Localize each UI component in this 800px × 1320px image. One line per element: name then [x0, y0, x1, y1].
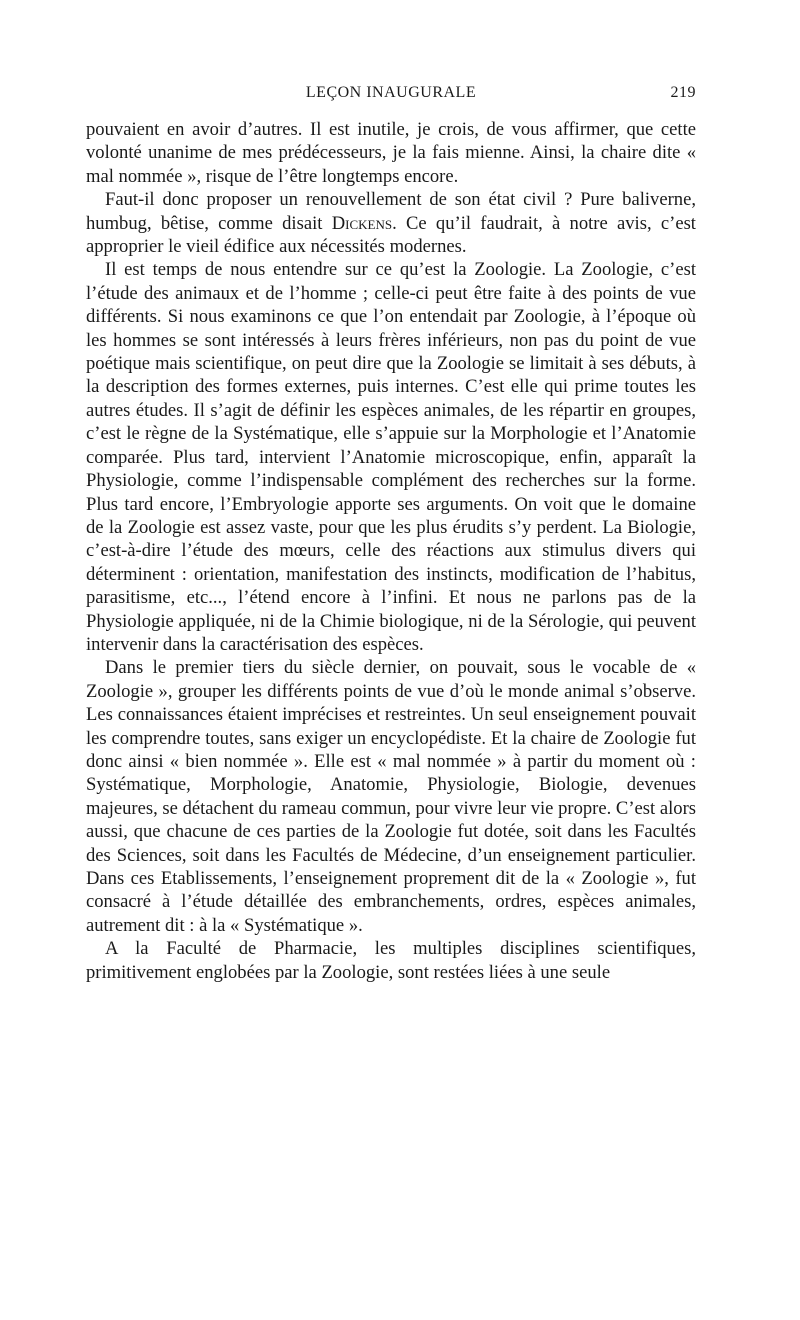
text-segment: Il est temps de nous entendre sur ce qu’est la Zoologie. La Zoologie, c’est l’étude des animaux et de l’homme ; celle-ci peut être faite à des points de vue différents. Si nous examinons ce que l’on entendait par Zoologie, à l’époque où les hommes se sont intéressés à leurs frères inférieurs, non pas du point de vue poétique mais scientifique, on peut dire que la Zoologie se limitait à ses débuts, à la description des formes externes, puis internes. C’est elle qui prime toutes les autres études. Il s’agit de définir les espèces animales, de les répartir en groupes, c’est le règne de la — [86, 259, 696, 445]
text-segment: ». Elle est « — [287, 750, 393, 772]
text-segment: Dans le premier tiers du siècle dernier, on pouvait, sous le vocable de « Zoologie », grouper les différents points de vue d’où le monde animal s’observe. Les connaissances étaient imprécises et restreintes. Un seul enseignement pouvait les comprendre toutes, sans exiger un encyclopédiste. Et la chaire de Zoologie fut donc ainsi « — [86, 657, 696, 772]
text-segment: , elle s’appuie sur la Morphologie et l’Anatomie comparée. Plus tard, intervient l’Anatomie microscopique, enfin, apparaît la Physiologie, comme l’indispensable complément des recherches sur la forme. Plus tard encore, l’Embryologie apporte ses arguments. On voit que le domaine de la Zoologie est assez vaste, pour que les plus érudits s’y perdent. La Biologie, c’est-à-dire l’étude des mœurs, celle des réactions aux stimulus divers qui déterminent : orientation, manifestation des instincts, modification de l’habitus, parasitisme, etc..., l’étend encore à l’infini. Et nous ne parlons pas de la Physiologie appliquée, ni de la Chimie biologique, ni de la Sérologie, qui peuvent intervenir dans la caractérisation des espèces. — [86, 423, 696, 655]
text-segment: . Ce qu’il faudrait, à notre avis, c’est approprier le vieil édifice aux nécessités modernes. — [86, 212, 696, 258]
body-text — [86, 118, 696, 984]
text-segment: pouvaient en avoir d’autres. Il est inutile, je crois, de vous affirmer, que cette volonté unanime de mes prédécesseurs, je la fais mienne. Ainsi, la chaire dite « mal nommée », risque de l’être longtemps encore. — [86, 119, 696, 187]
text-segment: A la Faculté de Pharmacie, les multiples disciplines scientifiques, primitivement englobées par la Zoologie, sont restées liées à une seule — [86, 938, 696, 983]
page-number: 219 — [670, 84, 696, 101]
paragraph — [86, 656, 696, 937]
paragraph — [86, 188, 696, 258]
paragraph — [86, 937, 696, 984]
text-segment: bien nommée — [185, 750, 288, 772]
text-segment: mal nommée — [392, 750, 492, 772]
text-segment: Systématique — [233, 423, 334, 445]
text-segment: Dickens — [331, 212, 393, 234]
paragraph — [86, 258, 696, 656]
book-page — [86, 84, 696, 984]
text-segment: » à partir du moment où : Systématique, Morphologie, Anatomie, Physiologie, Biologie, devenues majeures, se détachent du rameau commun, pour vivre leur vie propre. C’est alors aussi, que chacune de ces parties de la Zoologie fut dotée, soit dans les Facultés des Sciences, soit dans les Facultés de Médecine, d’un enseignement particulier. Dans ces Etablissements, l’enseignement proprement dit de la « Zoologie », fut consacré à l’étude détaillée des embranchements, ordres, espèces animales, autrement dit : à la « Systématique ». — [86, 750, 696, 936]
running-title: LEÇON INAUGURALE — [305, 84, 477, 101]
text-segment: Faut-il donc proposer un renouvellement de son état civil ? Pure baliverne, humbug, bêtise, comme disait — [86, 189, 696, 234]
paragraph — [86, 118, 696, 188]
running-head — [86, 84, 696, 108]
